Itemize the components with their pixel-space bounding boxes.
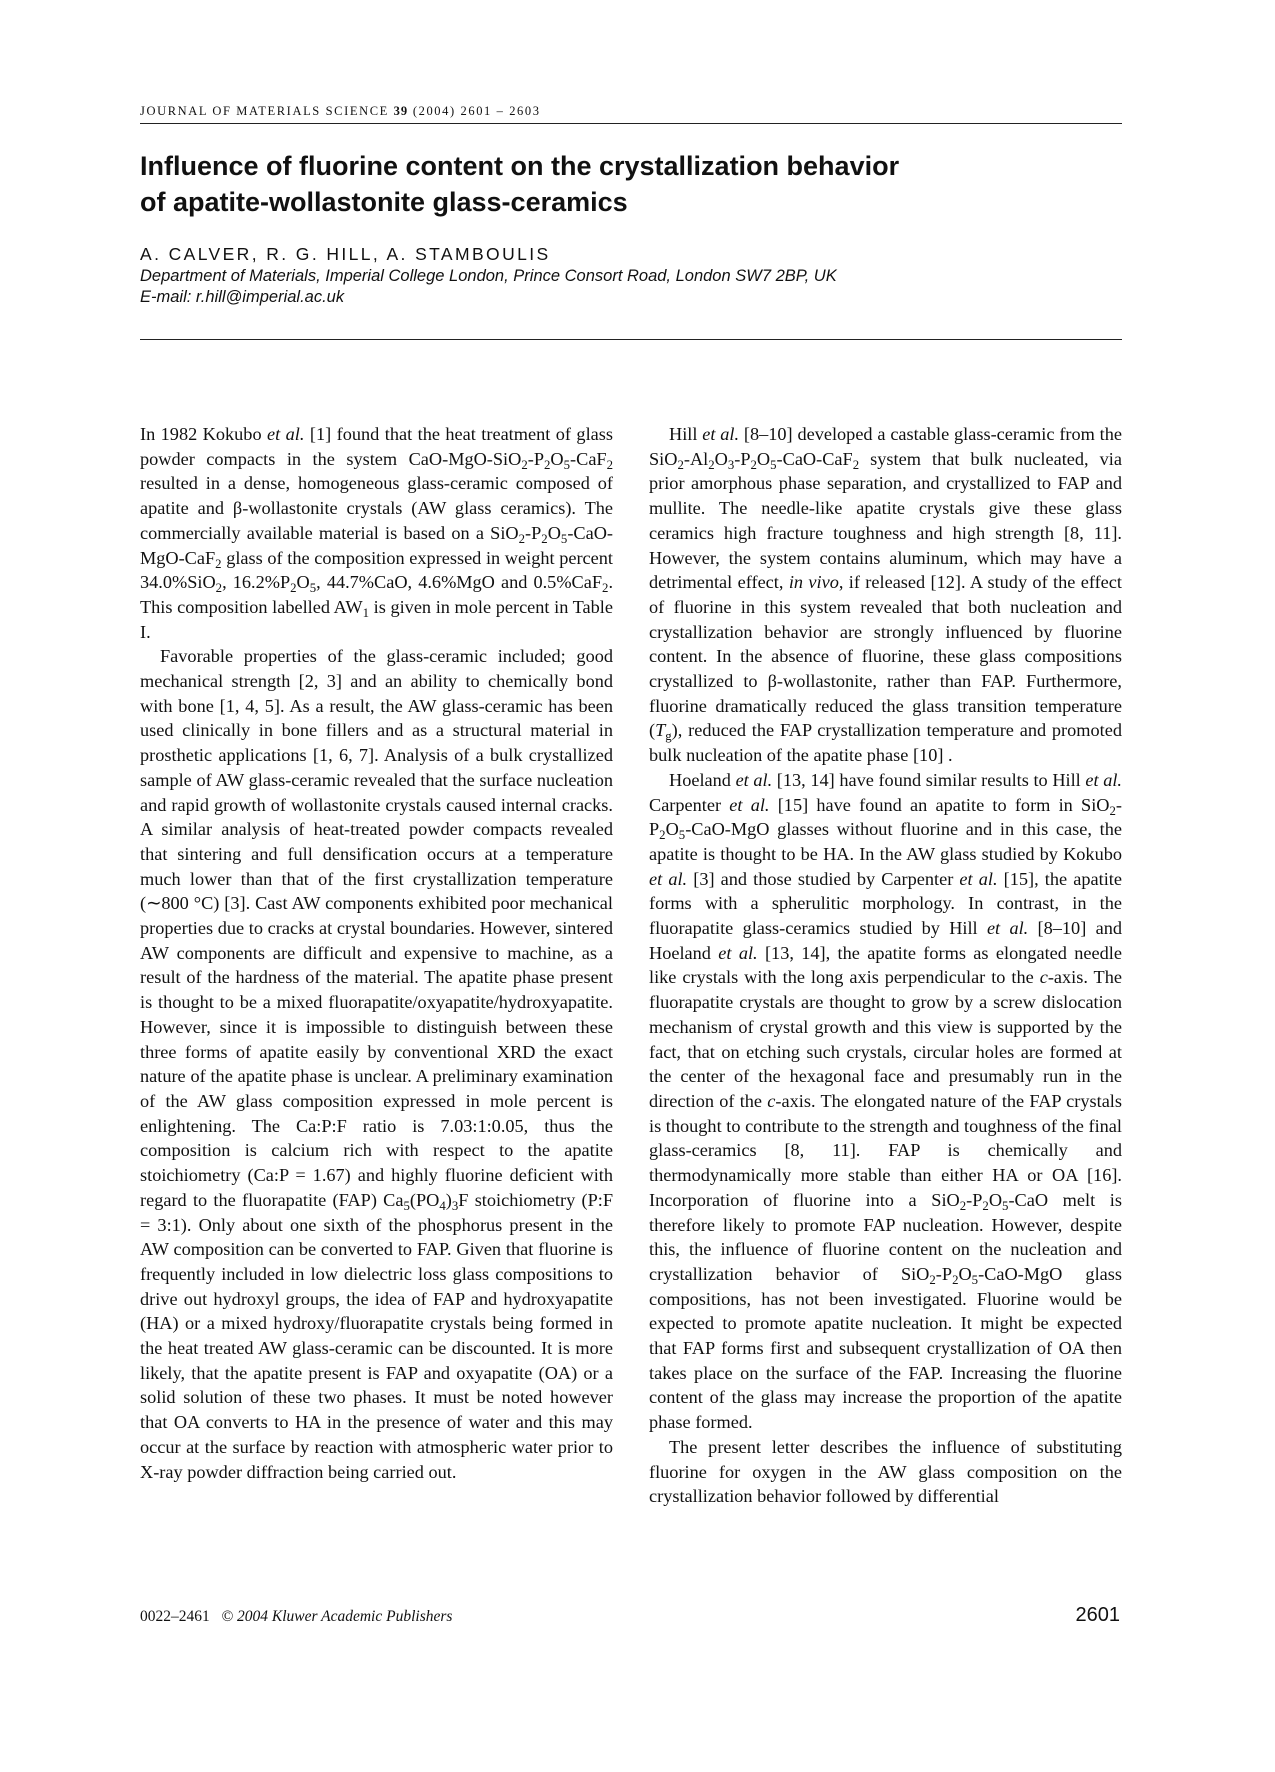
paragraph: Hoeland et al. [13, 14] have found similar results to Hill et al. Carpenter et al. [15] have found an apatite to form in $SiO_2-P_2O_5-CaO$-MgO glasses without fluorine and in this case, the apatite is thought to be HA. In the AW glass studied by Kokubo et al. [3] and those studied by Carpenter et al. [15], the apatite forms with a spherulitic morphology. In contrast, in the fluorapatite glass-ceramics studied by Hill et al. [8–10] and Hoeland et al. [13, 14], the apatite forms as elongated needle like crystals with the long axis perpendicular to the c-axis. The fluorapatite crystals are thought to grow by a screw dislocation mechanism of crystal growth and this view is supported by the fact, that on etching such crystals, circular holes are formed at the center of the hexagonal face and presumably run in the direction of the c-axis. The elongated nature of the FAP crystals is thought to contribute to the strength and toughness of the final glass-ceramics [8, 11]. FAP is chemically and thermodynamically more stable than either HA or OA [16]. Incorporation of fluorine into a $SiO_2-P_2O_5$-CaO melt is therefore likely to promote FAP nucleation. However, despite this, the influence of fluorine content on the nucleation and crystallization behavior of $SiO_2-P_2O_5-CaO$-MgO glass compositions, has not been investigated. Fluorine would be expected to promote apatite nucleation. It might be expected that FAP forms first and subsequent crystallization of OA then takes place on the surface of the FAP. Increasing the fluorine content of the glass may increase the proportion of the apatite phase formed. <box>649 769 1123 1433</box>
article-title-line-1: Influence of fluorine content on the crystallization behavior <box>140 151 900 181</box>
title-block-rule <box>140 339 1122 340</box>
article-title-line-2: of apatite-wollastonite glass-ceramics <box>140 187 628 217</box>
page-number: 2601 <box>1075 1604 1120 1626</box>
affiliation-block <box>140 266 1120 308</box>
header-rule <box>140 123 1122 124</box>
paragraph: The present letter describes the influence of substituting fluorine for oxygen in the AW glass composition on the crystallization behavior followed by differential <box>649 1436 1122 1507</box>
paragraph: Hill et al. [8–10] developed a castable glass-ceramic from the $SiO_2-Al_2O_3-P_2O_5-CaO-CaF_2$ system that bulk nucleated, via prior amorphous phase separation, and crystallized to FAP and mullite. The needle-like apatite crystals give these glass ceramics high fracture toughness and high strength [8, 11]. However, the system contains aluminum, which may have a detrimental effect, in vivo, if released [12]. A study of the effect of fluorine in this system revealed that both nucleation and crystallization behavior are strongly influenced by fluorine content. In the absence of fluorine, these glass compositions crystallized to β-wollastonite, rather than FAP. Furthermore, fluorine dramatically reduced the glass transition temperature $(T_g)$, reduced the FAP crystallization temperature and promoted bulk nucleation of the apatite phase [10] . <box>649 424 1123 766</box>
journal-volume: 39 <box>393 104 409 118</box>
paragraph: In 1982 Kokubo et al. [1] found that the heat treatment of glass powder compacts in the system CaO-$MgO-SiO_2-P_2O_5-CaF_2$ resulted in a dense, homogeneous glass-ceramic composed of apatite and β-wollastonite crystals (AW glass ceramics). The commercially available material is based on a $SiO_2-P_2O_5-CaO-MgO-CaF_2$ glass of the composition expressed in weight percent 34.0%SiO$_2$, $16.2\%P_2O_5$, 44.7%CaO, 4.6%MgO and 0.5%CaF$_2$. This composition labelled $AW_1$ is given in mole percent in Table I. <box>140 424 614 642</box>
running-head <box>140 104 1120 119</box>
copyright: © 2004 Kluwer Academic Publishers <box>221 1608 453 1625</box>
right-column <box>649 422 1122 1509</box>
author-list: A. CALVER, R. G. HILL, A. STAMBOULIS <box>140 244 551 264</box>
left-column <box>140 422 613 1484</box>
email: E-mail: r.hill@imperial.ac.uk <box>140 288 345 306</box>
footer-copyright <box>140 1608 452 1626</box>
issn: 0022–2461 <box>140 1608 210 1625</box>
affiliation: Department of Materials, Imperial College London, Prince Consort Road, London SW7 2BP, UK <box>140 267 837 285</box>
paragraph: Favorable properties of the glass-ceramic included; good mechanical strength [2, 3] and an ability to chemically bond with bone [1, 4, 5]. As a result, the AW glass-ceramic has been used clinically in bone fillers and as a structural material in prosthetic applications [1, 6, 7]. Analysis of a bulk crystallized sample of AW glass-ceramic revealed that the surface nucleation and rapid growth of wollastonite crystals caused internal cracks. A similar analysis of heat-treated powder compacts revealed that sintering and full densification occurs at a temperature much lower than that of the first crystallization temperature (∼800 °C) [3]. Cast AW components exhibited poor mechanical properties due to cracks at crystal boundaries. However, sintered AW components are difficult and expensive to machine, as a result of the hardness of the material. The apatite phase present is thought to be a mixed fluorapatite/oxyapatite/hydroxyapatite. However, since it is impossible to distinguish between these three forms of apatite easily by conventional XRD the exact nature of the apatite phase is unclear. A preliminary examination of the AW glass composition expressed in mole percent is enlightening. The Ca:P:F ratio is 7.03:1:0.05, thus the composition is calcium rich with respect to the apatite stoichiometry (Ca:P = 1.67) and highly fluorine deficient with regard to the fluorapatite (FAP) $Ca_5(PO_4)_3F$ stoichiometry (P:F = 3:1). Only about one sixth of the phosphorus present in the AW composition can be converted to FAP. Given that fluorine is frequently included in low dielectric loss glass compositions to drive out hydroxyl groups, the idea of FAP and hydroxyapatite (HA) or a mixed hydroxy/fluorapatite crystals being formed in the heat treated AW glass-ceramic can be discounted. It is more likely, that the apatite present is FAP and oxyapatite (OA) or a solid solution of these two phases. It must be noted however that OA converts to HA in the presence of water and this may occur at the surface by reaction with atmospheric water prior to X-ray powder diffraction being carried out. <box>140 646 613 1482</box>
journal-name: JOURNAL OF MATERIALS SCIENCE <box>140 104 389 118</box>
journal-year-pages: (2004) 2601 – 2603 <box>412 104 541 118</box>
article-title <box>140 148 1120 220</box>
